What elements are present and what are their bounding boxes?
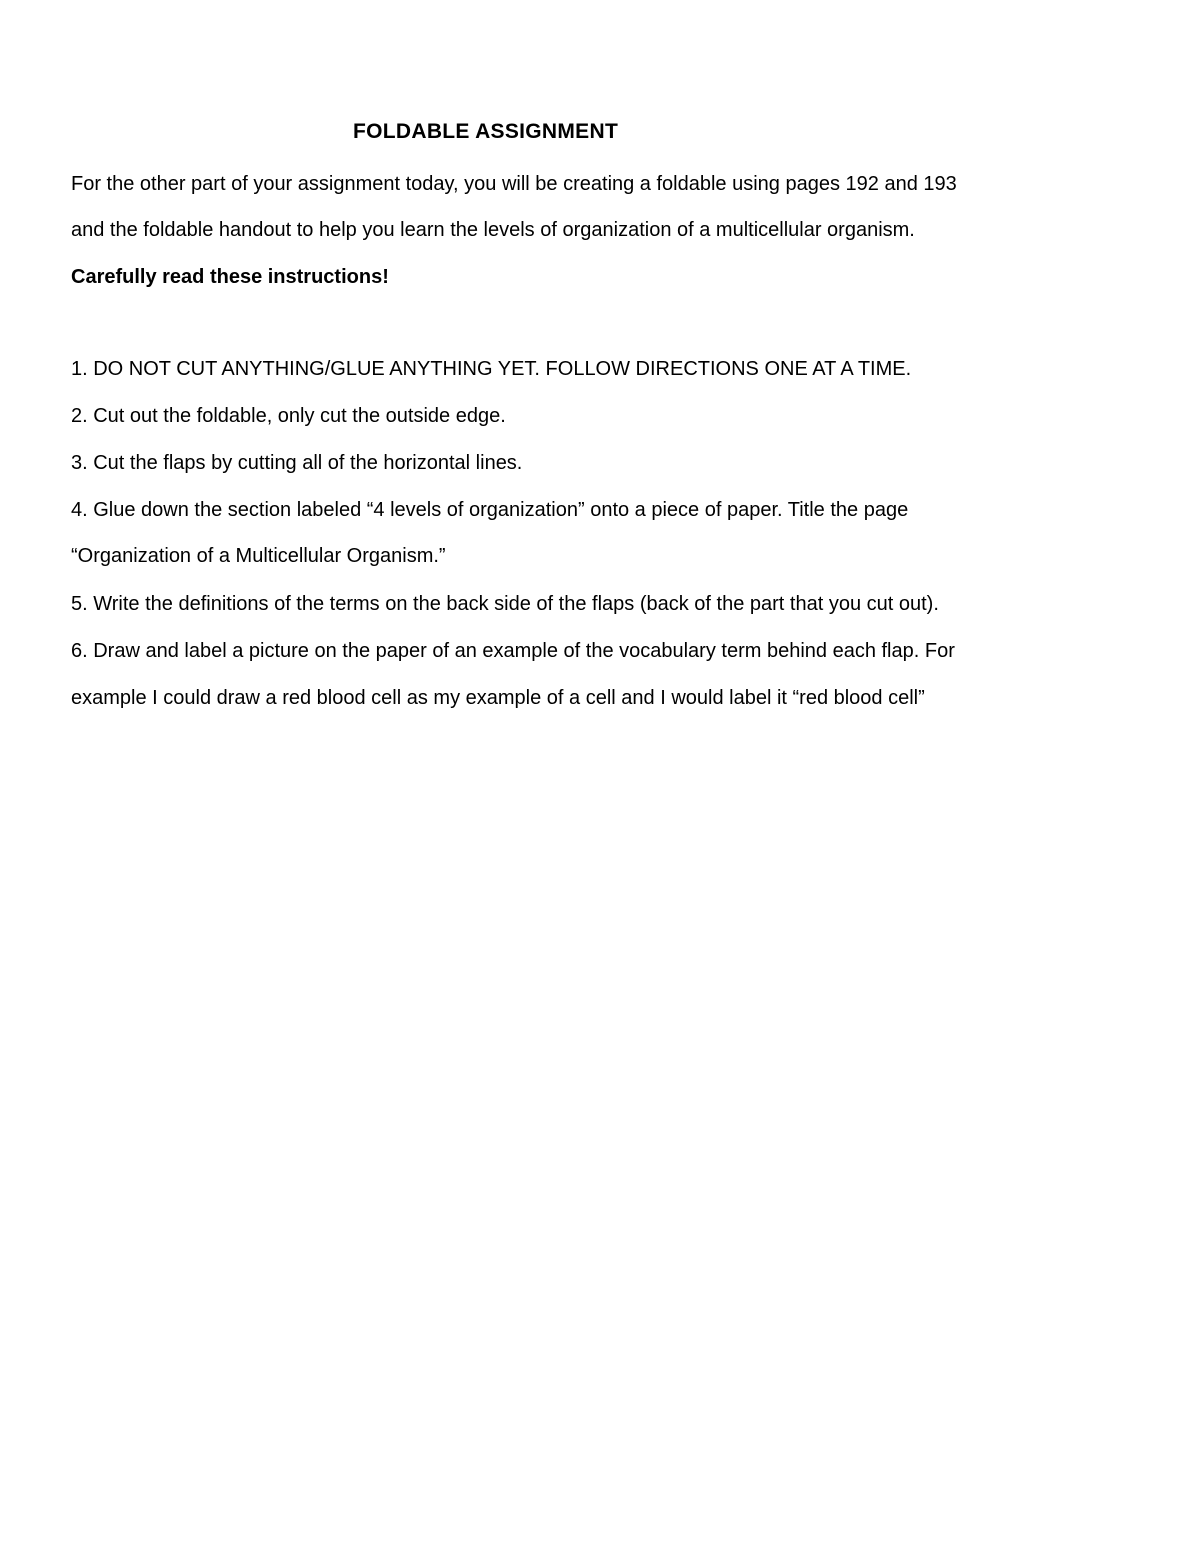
step-4-continued: “Organization of a Multicellular Organism.” bbox=[71, 545, 446, 567]
step-6-continued: example I could draw a red blood cell as my example of a cell and I would label it “red blood cell” bbox=[71, 687, 925, 709]
step-1: 1. DO NOT CUT ANYTHING/GLUE ANYTHING YET. FOLLOW DIRECTIONS ONE AT A TIME. bbox=[71, 358, 912, 380]
step-4: 4. Glue down the section labeled “4 levels of organization” onto a piece of paper. Title the page bbox=[71, 499, 909, 521]
step-3: 3. Cut the flaps by cutting all of the horizontal lines. bbox=[71, 452, 523, 474]
intro-line-1: For the other part of your assignment today, you will be creating a foldable using pages 192 and 193 bbox=[71, 173, 957, 195]
step-6: 6. Draw and label a picture on the paper of an example of the vocabulary term behind each flap. For bbox=[71, 640, 955, 662]
instructions-emphasis: Carefully read these instructions! bbox=[71, 266, 389, 288]
document-title: FOLDABLE ASSIGNMENT bbox=[353, 120, 619, 143]
step-5: 5. Write the definitions of the terms on the back side of the flaps (back of the part that you cut out). bbox=[71, 593, 939, 615]
intro-line-2: and the foldable handout to help you learn the levels of organization of a multicellular organism. bbox=[71, 219, 915, 241]
step-2: 2. Cut out the foldable, only cut the outside edge. bbox=[71, 405, 506, 427]
